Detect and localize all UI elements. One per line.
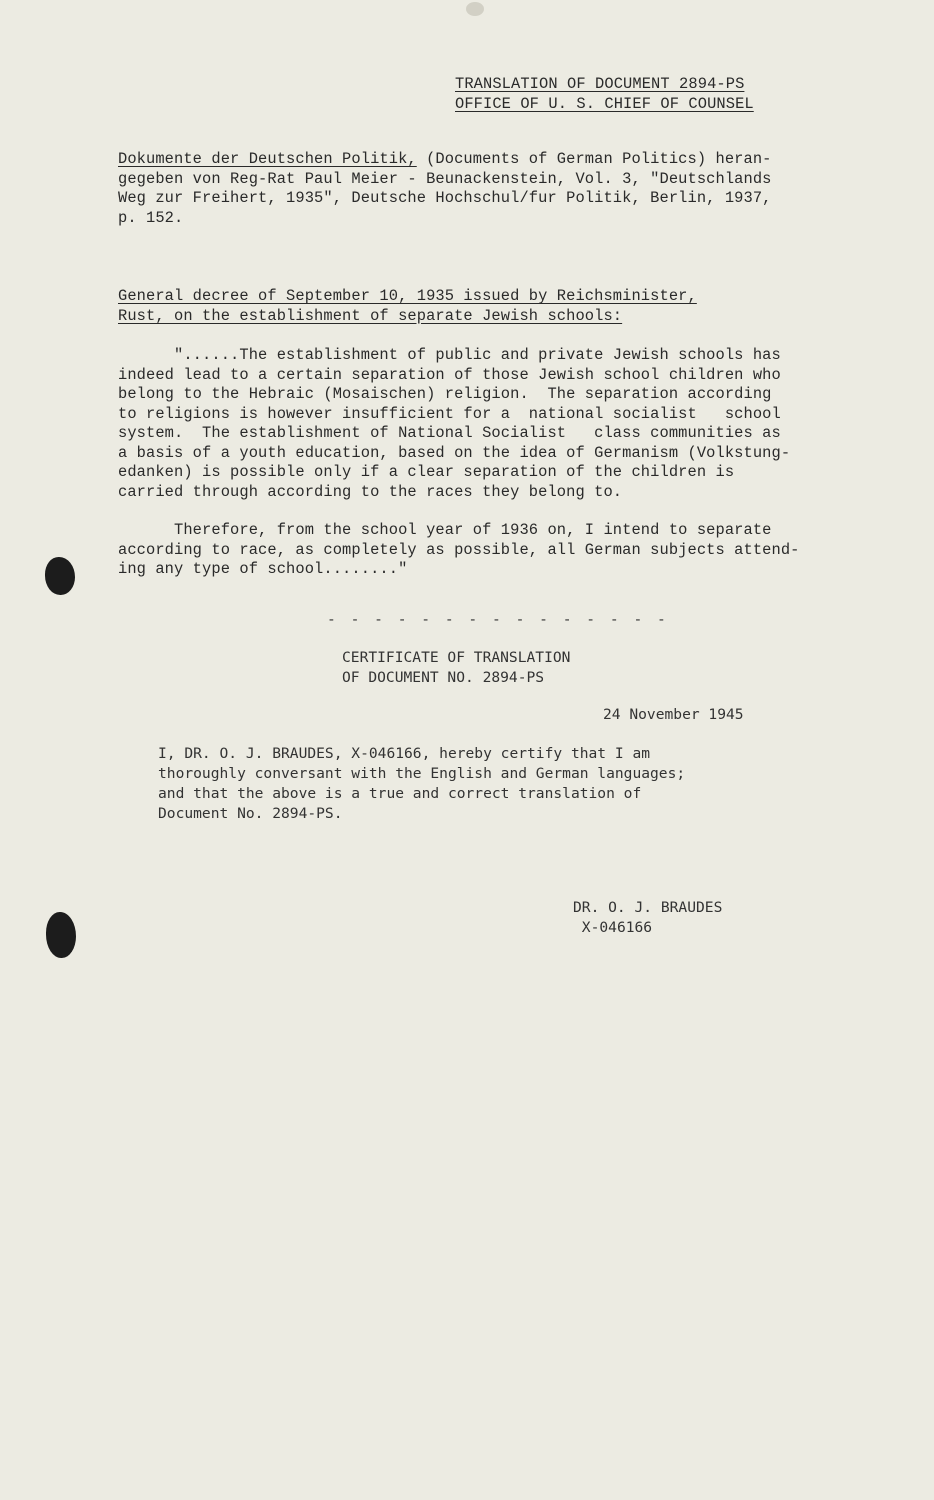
quote-paragraph-1: "......The establishment of public and private Jewish schools has indeed lead to a certain separation of those Jewish school children who belong to the Hebraic (Mosaischen) religion. The separation according to religions is however insufficient for a national socialist school system. The establishment of National Socialist class communities as a basis of a youth education, based on the idea of Germanism (Volkstung- edanken) is possible only if a clear separation of the children is carried through according to the races they belong to.: [118, 346, 791, 501]
citation-line-3: Weg zur Freihert, 1935", Deutsche Hochschul/fur Politik, Berlin, 1937,: [118, 189, 772, 207]
signature-block: [573, 898, 722, 938]
punch-hole-top: [45, 557, 75, 595]
citation-line-1-rest: (Documents of German Politics) heran-: [416, 150, 772, 168]
punch-hole-bottom: [46, 912, 76, 958]
section-separator: - - - - - - - - - - - - - - -: [327, 611, 669, 628]
signer-name: DR. O. J. BRAUDES: [573, 899, 723, 916]
header-line-1: TRANSLATION OF DOCUMENT 2894-PS: [455, 75, 745, 93]
document-header: [455, 75, 754, 114]
certificate-date: 24 November 1945: [603, 706, 744, 723]
certificate-title-line-2: OF DOCUMENT NO. 2894-PS: [342, 669, 545, 686]
certificate-title: [342, 648, 570, 688]
decree-title: [118, 287, 697, 326]
certificate-title-line-1: CERTIFICATE OF TRANSLATION: [342, 649, 571, 666]
certificate-body: I, DR. O. J. BRAUDES, X-046166, hereby certify that I am thoroughly conversant with the English and German languages; and that the above is a true and correct translation of Document No. 2894-PS.: [158, 745, 686, 822]
quote-paragraph-2: Therefore, from the school year of 1936 on, I intend to separate according to race, as completely as possible, all German subjects attend- ing any type of school........": [118, 521, 800, 578]
citation-title: Dokumente der Deutschen Politik,: [118, 150, 417, 168]
decree-title-line-1: General decree of September 10, 1935 issued by Reichsminister,: [118, 287, 697, 305]
signer-id: X-046166: [581, 919, 653, 936]
citation-line-2: gegeben von Reg-Rat Paul Meier - Beunackenstein, Vol. 3, "Deutschlands: [118, 169, 772, 188]
source-citation: [118, 150, 772, 228]
decree-title-line-2: Rust, on the establishment of separate Jewish schools:: [118, 306, 623, 325]
paper-mark: [466, 2, 484, 16]
citation-line-4: p. 152.: [118, 208, 184, 227]
header-line-2: OFFICE OF U. S. CHIEF OF COUNSEL: [455, 94, 754, 113]
